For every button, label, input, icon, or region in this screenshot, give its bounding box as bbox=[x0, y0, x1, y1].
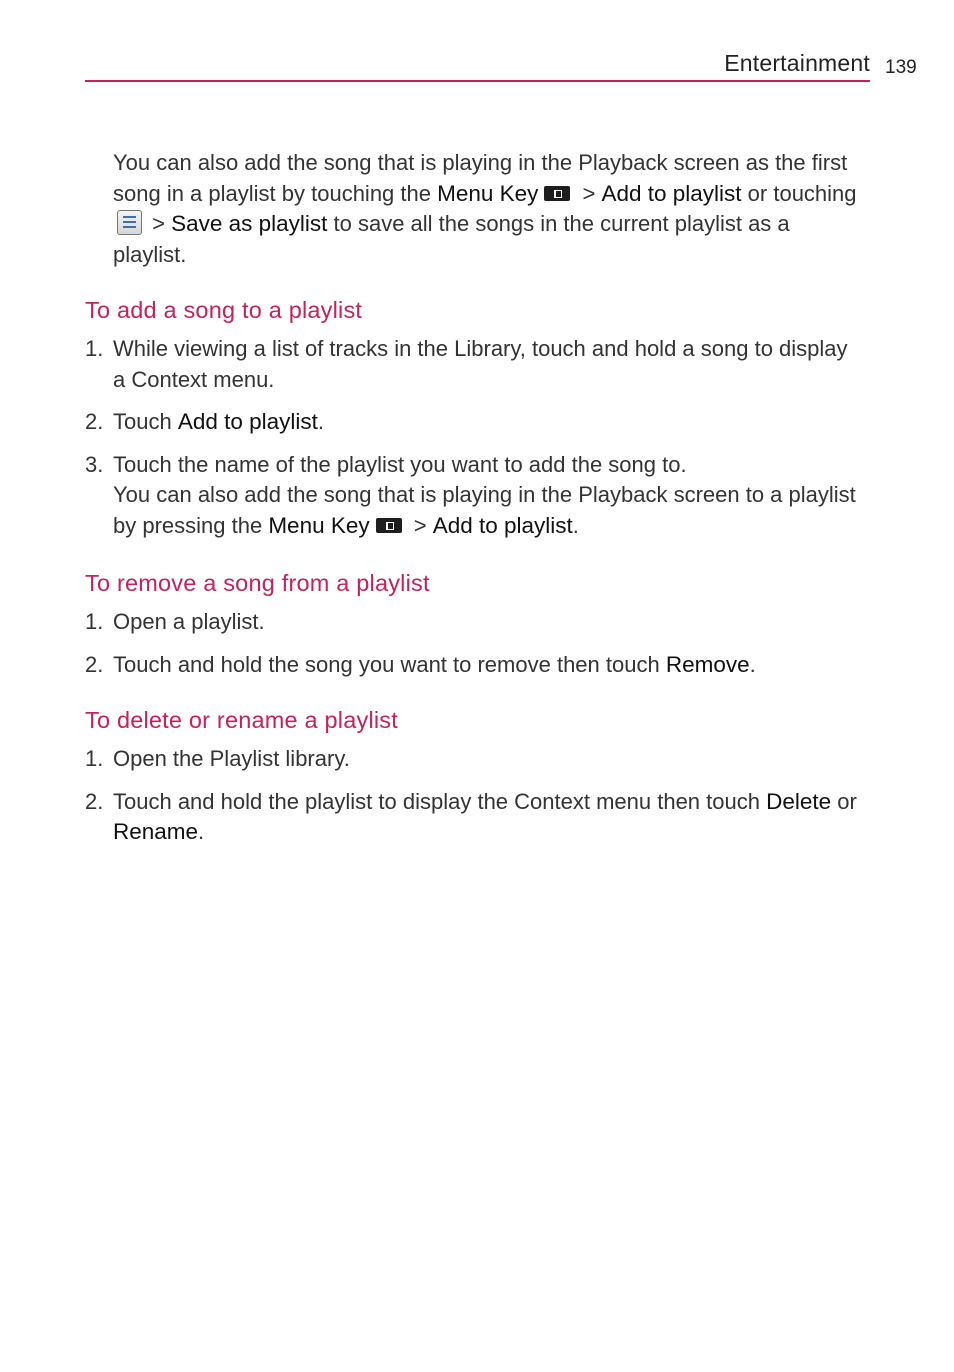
add-to-playlist-label: Add to playlist bbox=[177, 409, 318, 434]
menu-key-icon bbox=[544, 186, 570, 201]
add-to-playlist-label: Add to playlist bbox=[601, 180, 742, 206]
page-content bbox=[85, 148, 865, 860]
step-text-pre: Touch and hold the playlist to display the Context menu then touch bbox=[113, 788, 767, 814]
step-number: 3. bbox=[85, 451, 104, 477]
step-number: 1. bbox=[85, 746, 104, 771]
step-number: 2. bbox=[85, 651, 104, 677]
menu-key-label: Menu Key bbox=[268, 512, 370, 538]
heading-delete-rename: To delete or rename a playlist bbox=[85, 707, 398, 733]
step-note bbox=[113, 480, 865, 541]
playlist-list-icon bbox=[117, 210, 142, 235]
menu-key-icon bbox=[376, 518, 402, 533]
list-item bbox=[85, 334, 865, 395]
intro-paragraph bbox=[85, 148, 865, 270]
delete-rename-steps bbox=[85, 744, 865, 848]
intro-text: You can also add the song that is playing in the Playback screen as the first song in a playlist by touching the bbox=[113, 150, 848, 206]
step-text-post: . bbox=[317, 409, 325, 434]
step-text bbox=[113, 787, 865, 848]
step-text-post: . bbox=[749, 651, 756, 677]
separator: > bbox=[576, 180, 602, 206]
list-item bbox=[85, 607, 865, 638]
page-header bbox=[85, 50, 870, 82]
step-number: 2. bbox=[85, 788, 104, 814]
save-as-playlist-label: Save as playlist bbox=[171, 211, 328, 236]
step-text-mid: or bbox=[831, 788, 857, 814]
separator: > bbox=[407, 512, 433, 538]
page-number: 139 bbox=[885, 57, 917, 78]
remove-label: Remove bbox=[665, 651, 750, 677]
step-text-pre: You can also add the song that is playing in the Playback screen to a playlist by pressing the bbox=[113, 482, 856, 538]
separator: > bbox=[146, 211, 172, 236]
list-item bbox=[85, 650, 865, 681]
section-title: Entertainment bbox=[724, 50, 870, 76]
heading-add-song: To add a song to a playlist bbox=[85, 297, 363, 323]
step-text-post: . bbox=[198, 819, 205, 844]
intro-text: to save all the songs in the current playlist as a playlist. bbox=[113, 211, 790, 267]
step-text bbox=[113, 407, 865, 438]
delete-label: Delete bbox=[766, 788, 832, 814]
step-number: 1. bbox=[85, 336, 104, 361]
step-text: Touch the name of the playlist you want to add the song to. bbox=[113, 451, 687, 477]
add-song-steps bbox=[85, 334, 865, 541]
step-text: Open the Playlist library. bbox=[113, 746, 350, 771]
remove-song-steps bbox=[85, 607, 865, 680]
header-rule bbox=[85, 80, 870, 82]
step-number: 1. bbox=[85, 609, 104, 634]
intro-text: or touching bbox=[741, 180, 857, 206]
rename-label: Rename bbox=[113, 819, 199, 844]
step-text-pre: Touch and hold the song you want to remove then touch bbox=[113, 651, 666, 677]
step-text-post: . bbox=[572, 512, 579, 538]
list-item bbox=[85, 744, 865, 775]
step-text: Open a playlist. bbox=[113, 609, 265, 634]
add-to-playlist-label: Add to playlist bbox=[432, 512, 573, 538]
heading-remove-song: To remove a song from a playlist bbox=[85, 570, 430, 596]
step-text: While viewing a list of tracks in the Library, touch and hold a song to display a Context menu. bbox=[113, 336, 848, 392]
step-text bbox=[113, 650, 865, 681]
list-item bbox=[85, 407, 865, 438]
menu-key-label: Menu Key bbox=[437, 180, 539, 206]
list-item bbox=[85, 787, 865, 848]
step-text-pre: Touch bbox=[113, 409, 178, 434]
list-item bbox=[85, 450, 865, 542]
step-number: 2. bbox=[85, 409, 104, 434]
